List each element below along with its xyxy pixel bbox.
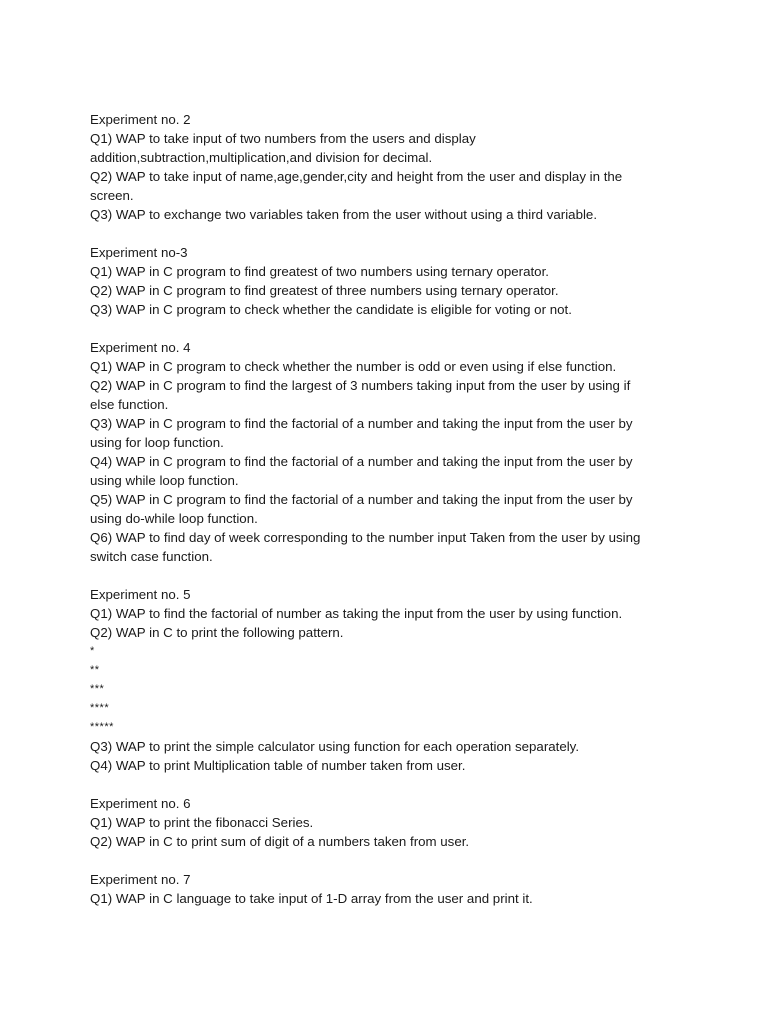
question-item: Q1) WAP to find the factorial of number as taking the input from the user by using function. xyxy=(90,606,623,621)
question-item: Q1) WAP to take input of two numbers from the users and display addition,subtraction,multiplication,and division for decimal. xyxy=(90,131,476,165)
experiment-3-section xyxy=(90,243,680,319)
question-item: Q1) WAP in C program to find greatest of two numbers using ternary operator. xyxy=(90,264,549,279)
experiment-7-section xyxy=(90,870,680,908)
pattern-row: ** xyxy=(90,664,100,676)
question-item: Q6) WAP to find day of week corresponding to the number input Taken from the user by using switch case function. xyxy=(90,530,641,564)
section-heading: Experiment no-3 xyxy=(90,245,188,260)
experiment-2-section xyxy=(90,110,680,224)
question-item: Q1) WAP in C program to check whether the number is odd or even using if else function. xyxy=(90,359,617,374)
question-item: Q2) WAP in C to print sum of digit of a numbers taken from user. xyxy=(90,834,470,849)
section-heading: Experiment no. 7 xyxy=(90,872,191,887)
question-item: Q2) WAP in C program to find greatest of three numbers using ternary operator. xyxy=(90,283,559,298)
question-item: Q3) WAP to exchange two variables taken from the user without using a third variable. xyxy=(90,207,598,222)
section-heading: Experiment no. 2 xyxy=(90,112,191,127)
section-heading: Experiment no. 4 xyxy=(90,340,191,355)
question-item: Q5) WAP in C program to find the factorial of a number and taking the input from the user by using do-while loop function. xyxy=(90,492,633,526)
pattern-row: ***** xyxy=(90,721,114,733)
experiment-4-section xyxy=(90,338,680,566)
question-item: Q4) WAP in C program to find the factorial of a number and taking the input from the user by using while loop function. xyxy=(90,454,633,488)
section-heading: Experiment no. 6 xyxy=(90,796,191,811)
question-item: Q3) WAP in C program to find the factorial of a number and taking the input from the user by using for loop function. xyxy=(90,416,633,450)
question-item: Q2) WAP in C to print the following pattern. xyxy=(90,625,344,640)
question-item: Q2) WAP to take input of name,age,gender,city and height from the user and display in the screen. xyxy=(90,169,623,203)
question-item: Q4) WAP to print Multiplication table of number taken from user. xyxy=(90,758,466,773)
question-item: Q3) WAP to print the simple calculator using function for each operation separately. xyxy=(90,739,580,754)
question-item: Q1) WAP in C language to take input of 1-D array from the user and print it. xyxy=(90,891,533,906)
question-item: Q1) WAP to print the fibonacci Series. xyxy=(90,815,314,830)
pattern-row: * xyxy=(90,645,95,657)
question-item: Q3) WAP in C program to check whether the candidate is eligible for voting or not. xyxy=(90,302,572,317)
question-item: Q2) WAP in C program to find the largest of 3 numbers taking input from the user by using if else function. xyxy=(90,378,631,412)
pattern-row: *** xyxy=(90,683,105,695)
experiment-5-section xyxy=(90,585,680,775)
pattern-row: **** xyxy=(90,702,110,714)
experiment-6-section xyxy=(90,794,680,851)
section-heading: Experiment no. 5 xyxy=(90,587,191,602)
star-pattern xyxy=(90,642,680,737)
document-page xyxy=(90,110,680,927)
